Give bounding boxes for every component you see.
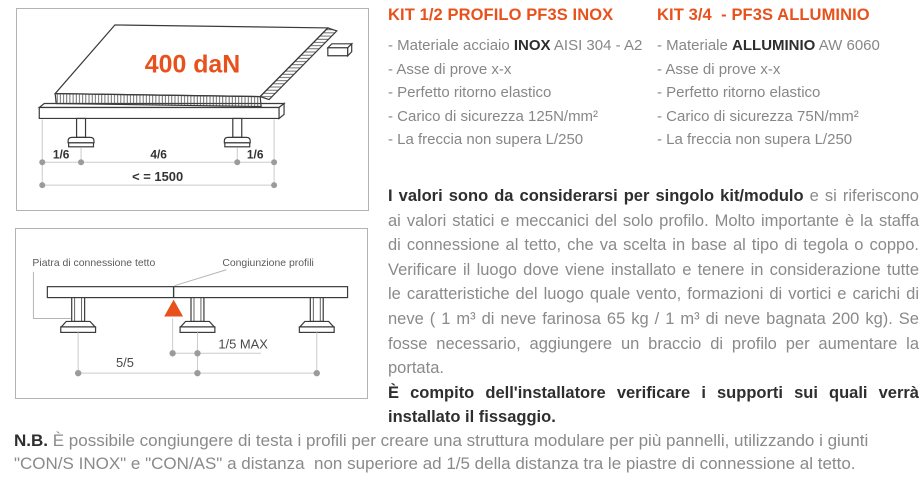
- footnote-text: N.B. È possibile congiungere di testa i profili per creare una struttura modulare per più pannelli, utilizzando i giunti "CON/S INOX" e "CON/AS" a distanza non superiore ad 1/5 della distanza tra le piastre di connessione al tetto.: [14, 431, 873, 473]
- kit-inox-spec: [388, 6, 650, 152]
- kit-alluminio-spec: [657, 6, 919, 152]
- joint-marker-triangle: [164, 300, 183, 317]
- load-value-label: 400 daN: [144, 50, 241, 79]
- rear-profile-end: [328, 44, 352, 56]
- span-dim-label: 5/5: [115, 355, 134, 371]
- load-test-diagram: [16, 8, 369, 211]
- dim-center-label: 4/6: [150, 147, 167, 162]
- load-test-drawing: [17, 9, 368, 210]
- profile-joint-drawing: [16, 229, 367, 398]
- installer-warning-text: È compito dell'installatore verificare i supporti sui quali verrà installato il fissaggio.: [388, 383, 919, 427]
- roof-plate-foot-right: [299, 298, 334, 333]
- dim-right-label: 1/6: [246, 147, 264, 162]
- spec-item: - Materiale ALLUMINIO AW 6060: [657, 37, 880, 54]
- joint-dim-label: 1/5 MAX: [218, 336, 268, 352]
- spec-item: - Materiale acciaio INOX AISI 304 - A2: [388, 37, 643, 54]
- footnote: [14, 430, 915, 475]
- plate-callout-label: Piatra di connessione tetto: [32, 257, 156, 269]
- spec-item: - Carico di sicurezza 125N/mm²: [388, 107, 599, 125]
- spec-item: - Asse di prove x-x: [388, 60, 512, 78]
- main-description: [388, 184, 919, 430]
- kit-inox-spec-list: [388, 34, 650, 152]
- spec-item: - Perfetto ritorno elastico: [388, 84, 552, 101]
- adjustable-foot-right: [224, 118, 250, 146]
- spec-item: - Asse di prove x-x: [657, 60, 781, 78]
- spec-item: - La freccia non supera L/250: [657, 131, 853, 148]
- spec-item: - Carico di sicurezza 75N/mm²: [657, 107, 859, 125]
- adjustable-foot-left: [68, 118, 94, 146]
- spec-item: - Perfetto ritorno elastico: [657, 84, 821, 101]
- dim-left-label: 1/6: [52, 147, 70, 162]
- kit-alluminio-spec-list: [657, 34, 919, 152]
- roof-plate-foot-middle: [180, 298, 215, 333]
- dim-total-label: < = 1500: [132, 169, 184, 185]
- joint-callout-label: Congiunzione profili: [222, 257, 314, 269]
- spec-item: - La freccia non supera L/250: [388, 131, 584, 148]
- description-text: I valori sono da considerarsi per singolo kit/modulo e si riferiscono ai valori statici e meccanici del solo profilo. Molto importante è la staffa di connessione al tetto, che va scelta in base al tipo di tegola o coppo. Verificare il luogo dove viene installato e tenere in considerazione tutte le caratteristiche del luogo quale vento, formazioni di vortici e carichi di neve ( 1 m³ di neve farinosa 65 kg / 1 m³ di neve bagnata 200 kg). Se fosse necessario, aggiungere un braccio di profilo per aumentare la portata.: [388, 187, 919, 378]
- profile-joint-diagram: [15, 228, 368, 399]
- kit-alluminio-title: KIT 3/4 - PF3S ALLUMINIO: [657, 6, 870, 24]
- roof-plate-foot-left: [61, 298, 96, 333]
- kit-inox-title: KIT 1/2 PROFILO PF3S INOX: [388, 6, 614, 24]
- joined-profiles-beam: [47, 287, 347, 298]
